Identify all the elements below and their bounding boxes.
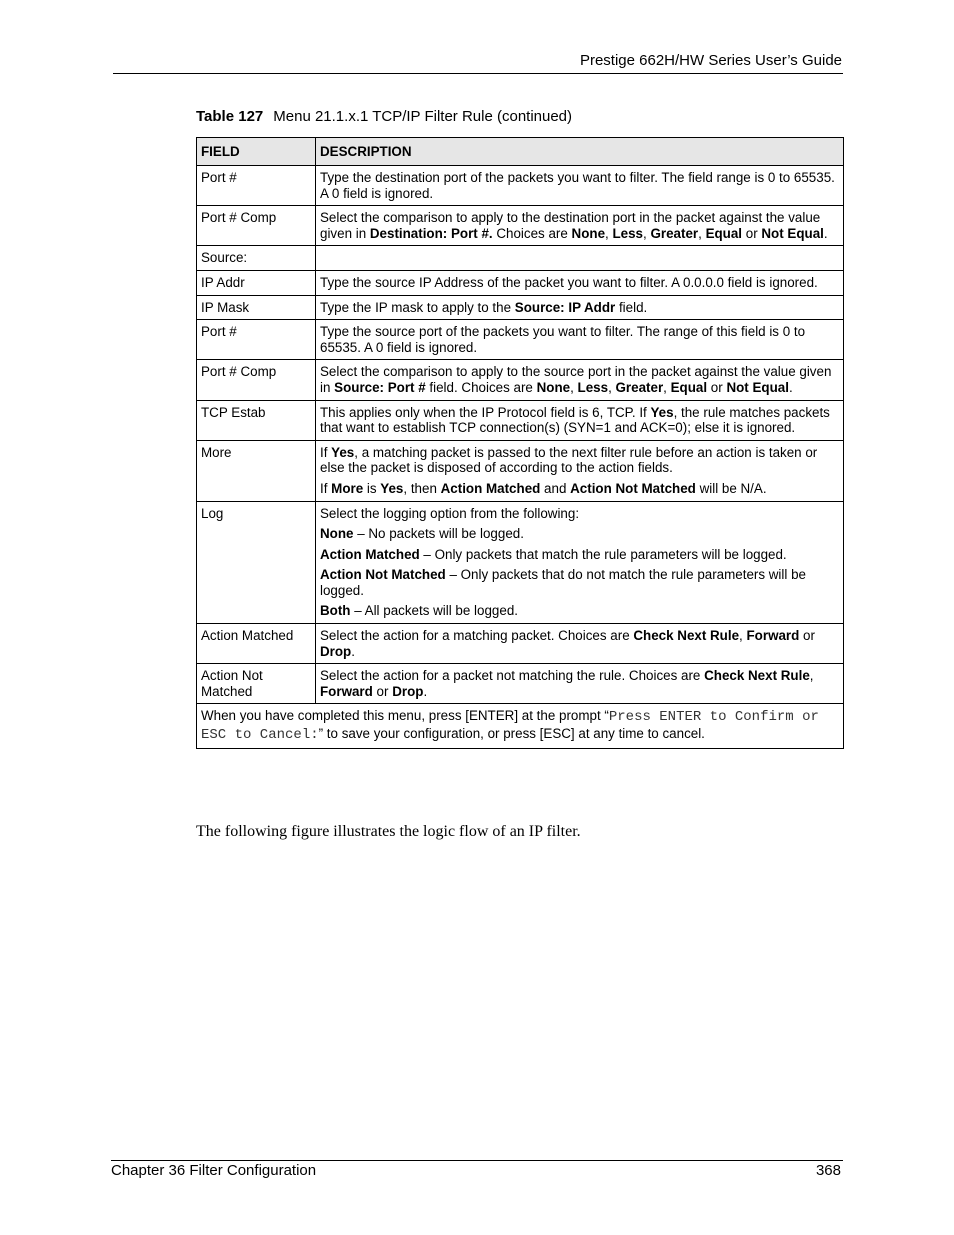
description-bold-text: More bbox=[331, 480, 364, 496]
table-row bbox=[197, 295, 844, 320]
description-text: – Only packets that do not match the rule parameters will be logged. bbox=[320, 567, 806, 598]
description-paragraph bbox=[320, 275, 839, 291]
description-cell bbox=[316, 270, 844, 295]
description-paragraph bbox=[320, 324, 839, 355]
description-paragraph bbox=[320, 300, 839, 316]
description-text: field. bbox=[615, 299, 648, 315]
description-cell bbox=[316, 166, 844, 206]
field-cell: Action Not Matched bbox=[197, 664, 316, 704]
table-row bbox=[197, 501, 844, 624]
table-row bbox=[197, 664, 844, 704]
description-bold-text: Greater bbox=[650, 225, 699, 241]
description-text: Select the action for a matching packet. Choices are bbox=[320, 628, 634, 644]
table-note-row bbox=[197, 704, 844, 748]
description-text: Type the destination port of the packets you want to filter. The field range is 0 to 65535. A 0 field is ignored. bbox=[320, 170, 835, 201]
description-text: – No packets will be logged. bbox=[353, 526, 524, 542]
field-cell: Port # Comp bbox=[197, 360, 316, 400]
description-text: , bbox=[663, 379, 671, 395]
table-header-row bbox=[197, 138, 844, 166]
description-text: Type the source port of the packets you want to filter. The range of this field is 0 to 65535. A 0 field is ignored. bbox=[320, 324, 806, 355]
description-text: , a matching packet is passed to the next filter rule before an action is taken or else the packet is disposed of according to the action fields. bbox=[320, 444, 818, 476]
description-text: , bbox=[608, 379, 616, 395]
description-paragraph bbox=[320, 210, 839, 241]
field-cell: More bbox=[197, 440, 316, 501]
description-bold-text: Yes bbox=[331, 444, 355, 460]
table-row bbox=[197, 400, 844, 440]
field-cell: Port # bbox=[197, 166, 316, 206]
description-cell bbox=[316, 624, 844, 664]
description-cell bbox=[316, 360, 844, 400]
body-paragraph: The following figure illustrates the logic flow of an IP filter. bbox=[196, 823, 581, 840]
description-text: , bbox=[739, 628, 747, 644]
filter-rule-table bbox=[196, 137, 844, 749]
description-paragraph bbox=[320, 405, 839, 436]
description-bold-text: Greater bbox=[615, 379, 664, 395]
description-bold-text: Source: Port # bbox=[334, 379, 426, 395]
field-cell: Action Matched bbox=[197, 624, 316, 664]
table-body bbox=[197, 166, 844, 704]
description-bold-text: Source: IP Addr bbox=[514, 299, 616, 315]
field-cell: Source: bbox=[197, 246, 316, 271]
description-bold-text: Drop bbox=[392, 683, 424, 699]
description-text: Type the IP mask to apply to the bbox=[320, 299, 515, 315]
header-title: Prestige 662H/HW Series User’s Guide bbox=[579, 52, 842, 69]
description-text: , bbox=[698, 225, 706, 241]
footer-chapter: Chapter 36 Filter Configuration bbox=[111, 1162, 317, 1179]
description-text: . bbox=[423, 683, 428, 699]
description-bold-text: Not Equal bbox=[761, 225, 824, 241]
table-caption bbox=[196, 108, 572, 125]
description-bold-text: Action Not Matched bbox=[570, 480, 696, 496]
description-text: This applies only when the IP Protocol field is 6, TCP. If bbox=[320, 404, 651, 420]
description-paragraph bbox=[320, 364, 839, 395]
description-text: Type the source IP Address of the packet you want to filter. A 0.0.0.0 field is ignored. bbox=[320, 274, 818, 290]
description-text: or bbox=[742, 225, 762, 241]
description-text: , bbox=[643, 225, 651, 241]
field-cell: Port # bbox=[197, 320, 316, 360]
description-cell bbox=[316, 440, 844, 501]
description-bold-text: Equal bbox=[705, 225, 743, 241]
description-bold-text: Action Not Matched bbox=[320, 567, 446, 583]
table-caption-label: Table 127 bbox=[196, 108, 264, 125]
description-text: Select the comparison to apply to the source port in the packet against the value given in bbox=[320, 364, 832, 395]
description-bold-text: Equal bbox=[670, 379, 708, 395]
table-row bbox=[197, 320, 844, 360]
description-bold-text: Yes bbox=[650, 404, 674, 420]
description-paragraph bbox=[320, 445, 839, 476]
description-text: If bbox=[320, 444, 332, 460]
description-bold-text: Check Next Rule bbox=[633, 628, 740, 644]
description-text: . bbox=[823, 225, 828, 241]
table-caption-text: Menu 21.1.x.1 TCP/IP Filter Rule (continued) bbox=[273, 108, 573, 125]
description-text: – All packets will be logged. bbox=[350, 603, 518, 619]
description-text: , then bbox=[403, 480, 441, 496]
description-cell bbox=[316, 246, 844, 271]
description-cell bbox=[316, 320, 844, 360]
description-paragraph bbox=[320, 567, 839, 598]
description-column-header: DESCRIPTION bbox=[316, 138, 844, 166]
description-text: field. Choices are bbox=[425, 379, 537, 395]
table-row bbox=[197, 246, 844, 271]
description-paragraph bbox=[320, 506, 839, 522]
field-cell: IP Mask bbox=[197, 295, 316, 320]
table-row bbox=[197, 206, 844, 246]
description-bold-text: Less bbox=[612, 225, 644, 241]
description-paragraph bbox=[320, 526, 839, 542]
table-row bbox=[197, 360, 844, 400]
table-row bbox=[197, 440, 844, 501]
description-bold-text: Both bbox=[320, 603, 351, 619]
footer-page-number: 368 bbox=[815, 1162, 841, 1179]
description-cell bbox=[316, 206, 844, 246]
description-text: . bbox=[788, 379, 793, 395]
description-paragraph bbox=[320, 481, 839, 497]
description-bold-text: None bbox=[571, 225, 606, 241]
description-text: Select the comparison to apply to the destination port in the packet against the value given in bbox=[320, 210, 821, 241]
description-paragraph bbox=[320, 603, 839, 619]
table-note bbox=[197, 704, 844, 748]
description-text: or bbox=[372, 683, 393, 699]
description-text: , the rule matches packets that want to establish TCP connection(s) (SYN=1 and ACK=0); else it is ignored. bbox=[320, 404, 830, 436]
description-text: . bbox=[351, 643, 355, 659]
description-text: or bbox=[799, 628, 815, 644]
description-text: is bbox=[363, 480, 381, 496]
note-prompt-code: Press ENTER to Confirm or ESC to Cancel: bbox=[201, 709, 819, 744]
description-text: or bbox=[707, 379, 727, 395]
field-cell: Log bbox=[197, 501, 316, 624]
description-text: Select the logging option from the following: bbox=[320, 505, 580, 521]
description-cell bbox=[316, 664, 844, 704]
description-bold-text: Less bbox=[577, 379, 609, 395]
note-text-after: ” to save your configuration, or press [ESC] at any time to cancel. bbox=[318, 726, 705, 742]
header-rule bbox=[113, 73, 843, 74]
description-bold-text: Check Next Rule bbox=[704, 668, 810, 684]
field-column-header: FIELD bbox=[197, 138, 316, 166]
description-cell bbox=[316, 501, 844, 624]
description-bold-text: Action Matched bbox=[440, 480, 541, 496]
note-text-before: When you have completed this menu, press [ENTER] at the prompt “ bbox=[201, 708, 609, 724]
description-text: – Only packets that match the rule parameters will be logged. bbox=[419, 546, 787, 562]
description-text: , bbox=[809, 668, 814, 684]
description-bold-text: Action Matched bbox=[320, 546, 420, 562]
description-bold-text: Not Equal bbox=[726, 379, 789, 395]
description-bold-text: Yes bbox=[380, 480, 404, 496]
footer-rule bbox=[111, 1160, 843, 1161]
field-cell: Port # Comp bbox=[197, 206, 316, 246]
description-paragraph bbox=[320, 668, 839, 699]
description-text: Choices are bbox=[492, 225, 572, 241]
description-text: and bbox=[540, 480, 571, 496]
description-cell bbox=[316, 295, 844, 320]
table-row bbox=[197, 624, 844, 664]
description-cell bbox=[316, 400, 844, 440]
description-text: , bbox=[570, 379, 578, 395]
field-cell: IP Addr bbox=[197, 270, 316, 295]
description-bold-text: None bbox=[536, 379, 571, 395]
description-paragraph bbox=[320, 547, 839, 563]
description-text: , bbox=[605, 225, 613, 241]
description-bold-text: Forward bbox=[746, 628, 800, 644]
table-row bbox=[197, 166, 844, 206]
description-text: If bbox=[320, 480, 332, 496]
description-text: Select the action for a packet not matching the rule. Choices are bbox=[320, 668, 705, 684]
description-paragraph bbox=[320, 170, 839, 201]
description-bold-text: Drop bbox=[320, 643, 352, 659]
description-text: will be N/A. bbox=[695, 480, 767, 496]
description-paragraph bbox=[320, 628, 839, 659]
description-bold-text: None bbox=[320, 526, 354, 542]
field-cell: TCP Estab bbox=[197, 400, 316, 440]
table-row bbox=[197, 270, 844, 295]
description-bold-text: Destination: Port #. bbox=[369, 225, 493, 241]
description-bold-text: Forward bbox=[320, 683, 373, 699]
